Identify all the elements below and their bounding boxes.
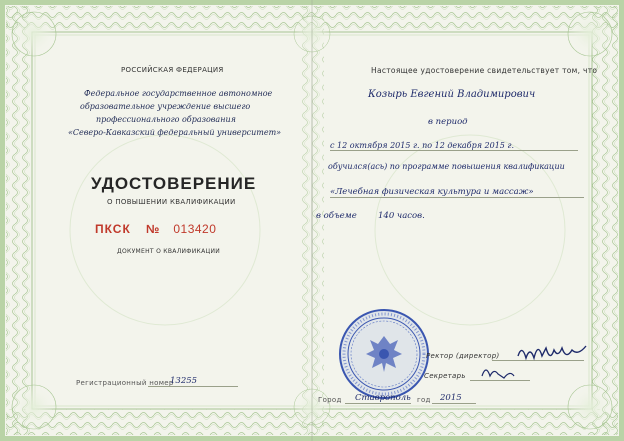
holder-name: Козырь Евгений Владимирович: [368, 89, 536, 100]
city-label: Город: [318, 396, 342, 404]
organization-line-4: «Северо-Кавказский федеральный университет»: [68, 128, 282, 137]
number-sign: №: [145, 222, 161, 236]
year-label: год: [417, 396, 431, 404]
study-dates: с 12 октября 2015 г. по 12 декабря 2015 г.: [330, 141, 578, 151]
rector-signature: [514, 338, 594, 368]
volume-label: в объеме: [316, 211, 357, 221]
secretary-label: Секретарь: [424, 372, 466, 380]
year-value: 2015: [432, 393, 476, 404]
organization-line-1: Федеральное государственное автономное: [84, 89, 273, 98]
document-type-label: ДОКУМЕНТ О КВАЛИФИКАЦИИ: [117, 248, 221, 255]
registration-number: 13255: [148, 376, 238, 387]
organization-line-3: профессионального образования: [96, 115, 236, 124]
secretary-signature: [478, 360, 518, 384]
country-label: РОССИЙСКАЯ ФЕДЕРАЦИЯ: [121, 66, 224, 74]
registration-label: Регистрационный номер: [76, 379, 174, 387]
organization-line-2: образовательное учреждение высшего: [80, 102, 251, 111]
studied-text: обучился(ась) по программе повышения квалификации: [328, 162, 565, 171]
page-fold: [311, 0, 313, 441]
document-title: УДОСТОВЕРЕНИЕ: [91, 174, 257, 193]
period-label: в период: [428, 117, 468, 127]
official-seal: [336, 306, 432, 402]
serial-block: [95, 218, 216, 237]
intro-text: Настоящее удостоверение свидетельствует том, что: [371, 66, 598, 75]
series-code: ПКСК: [95, 222, 131, 236]
program-name: «Лечебная физическая культура и массаж»: [330, 187, 584, 198]
volume-value: 140 часов.: [378, 211, 425, 221]
city-value: Ставрополь: [345, 393, 411, 404]
serial-number: 013420: [173, 222, 217, 236]
document-subtitle: О ПОВЫШЕНИИ КВАЛИФИКАЦИИ: [107, 198, 236, 206]
rector-label: Ректор (директор): [426, 352, 500, 360]
